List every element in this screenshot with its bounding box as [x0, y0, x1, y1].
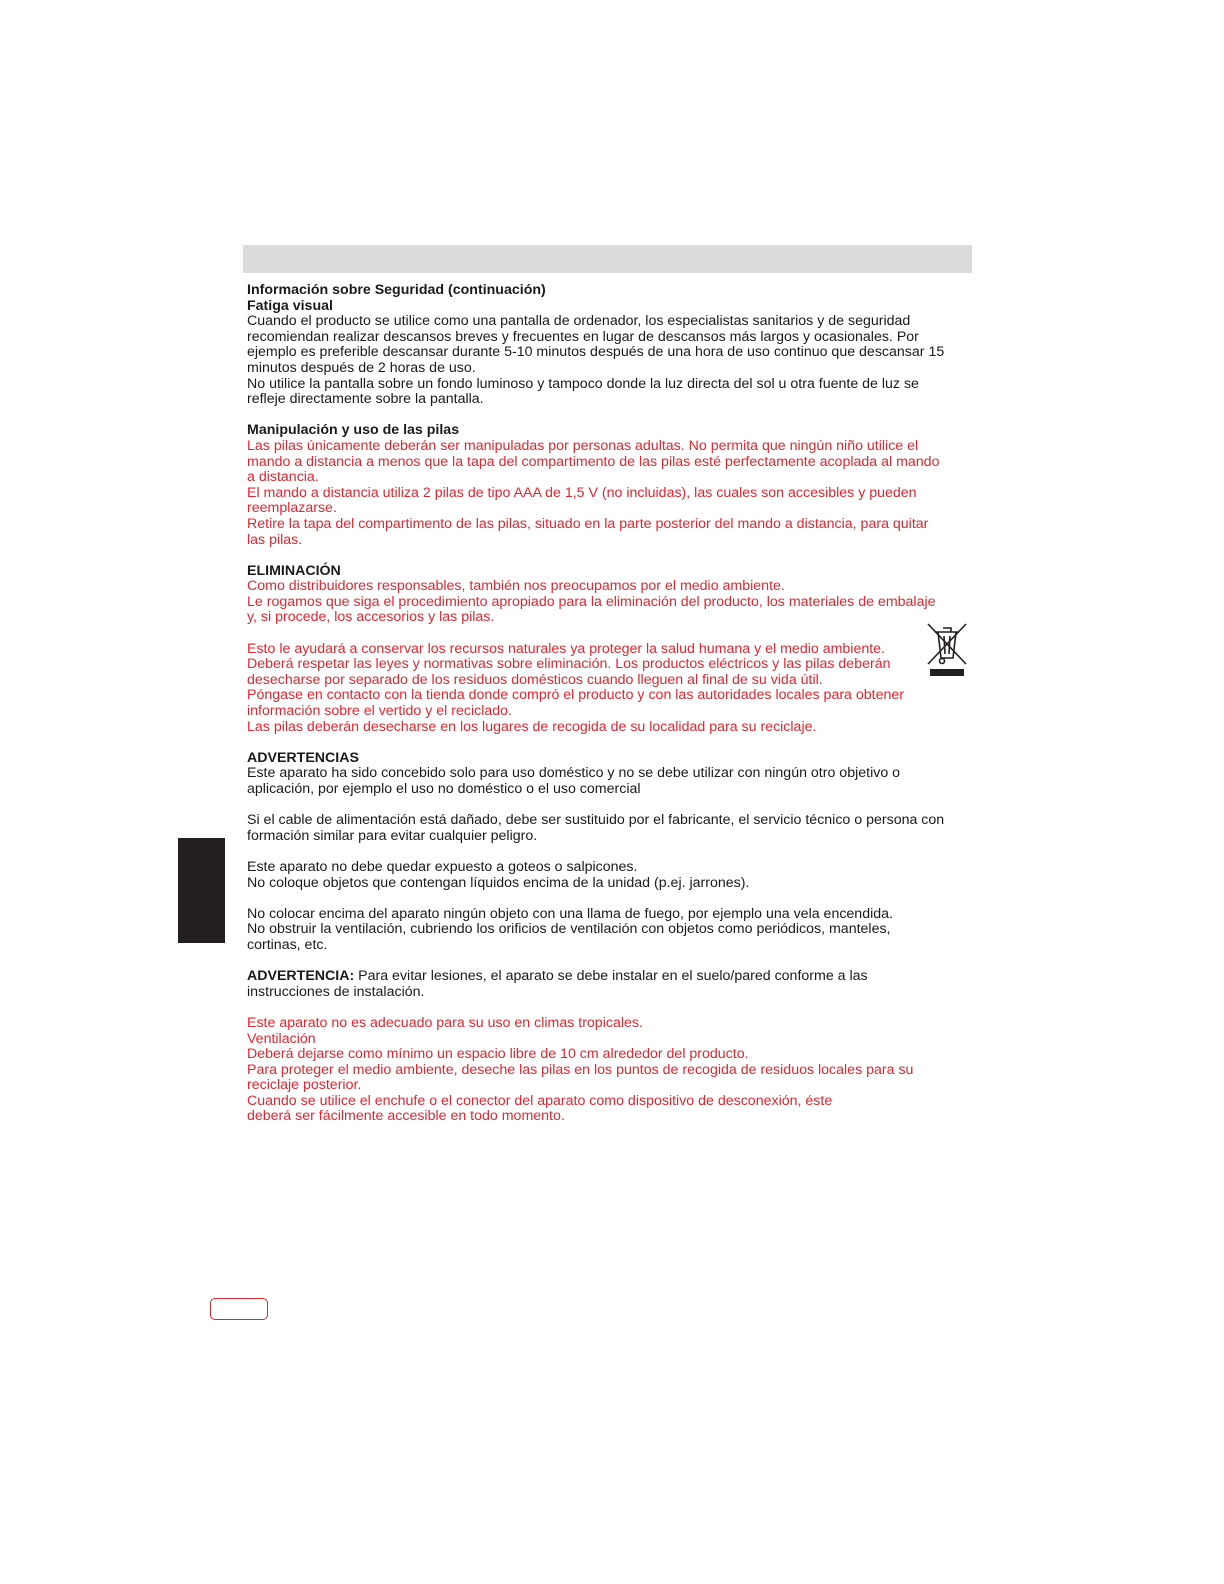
document-body — [247, 283, 967, 1125]
text-line: cortinas, etc. — [247, 936, 328, 953]
text-line: Deberá respetar las leyes y normativas sobre eliminación. Los productos eléctricos y las pilas deberán — [247, 656, 891, 673]
text-line: No coloque objetos que contengan líquidos encima de la unidad (p.ej. jarrones). — [247, 874, 750, 891]
text-line: No colocar encima del aparato ningún objeto con una llama de fuego, por ejemplo una vela encendida. — [247, 905, 893, 922]
text-line: y, si procede, los accesorios y las pilas. — [247, 609, 495, 626]
text-line: Las pilas deberán desecharse en los lugares de recogida de su localidad para su reciclaje. — [247, 718, 817, 735]
text-line: Como distribuidores responsables, también nos preocupamos por el medio ambiente. — [247, 578, 785, 595]
text-line: deberá ser fácilmente accesible en todo momento. — [247, 1108, 565, 1125]
text-line: aplicación, por ejemplo el uso no doméstico o el uso comercial — [247, 781, 641, 797]
text-line: Deberá dejarse como mínimo un espacio libre de 10 cm alrededor del producto. — [247, 1046, 749, 1063]
text-line: Este aparato ha sido concebido solo para uso doméstico y no se debe utilizar con ningún otro objetivo o — [247, 765, 901, 782]
header-band — [243, 245, 972, 273]
text-line: No obstruir la ventilación, cubriendo los orificios de ventilación con objetos como periódicos, manteles, — [247, 921, 891, 938]
text-line: las pilas. — [247, 531, 303, 548]
text-line: mando a distancia a menos que la tapa del compartimento de las pilas esté perfectamente acoplada al mando — [247, 453, 940, 470]
text-line: Este aparato no debe quedar expuesto a goteos o salpicones. — [247, 858, 638, 875]
text-line: instrucciones de instalación. — [247, 983, 425, 1000]
text-line: reemplazarse. — [247, 500, 337, 517]
advertencias-title: ADVERTENCIAS — [247, 749, 359, 766]
text-line: minutos después de 2 horas de uso. — [247, 359, 476, 376]
text-line: ejemplo es preferible descansar durante 5-10 minutos después de una hora de uso continuo que descansar 15 — [247, 344, 945, 361]
text-line: Retire la tapa del compartimento de las pilas, situado en la parte posterior del mando a distancia, para quitar — [247, 515, 929, 532]
text-line: a distancia. — [247, 469, 319, 486]
text-line: No utilice la pantalla sobre un fondo luminoso y tampoco donde la luz directa del sol u otra fuente de luz se — [247, 375, 919, 392]
text-line: información sobre el vertido y el reciclado. — [247, 703, 512, 720]
text-line: Las pilas únicamente deberán ser manipuladas por personas adultas. No permita que ningún niño utilice el — [247, 437, 919, 454]
text-line: Póngase en contacto con la tienda donde compró el producto y con las autoridades locales para obtener — [247, 687, 905, 704]
warning-text: Para evitar lesiones, el aparato se debe instalar en el suelo/pared conforme a las — [354, 968, 868, 985]
side-language-tab — [178, 838, 225, 943]
warning-label: ADVERTENCIA: — [247, 968, 355, 985]
text-line: refleje directamente sobre la pantalla. — [247, 391, 484, 408]
text-line: formación similar para evitar cualquier peligro. — [247, 827, 538, 844]
text-line: reciclaje posterior. — [247, 1077, 362, 1094]
text-line: recomiendan realizar descansos breves y frecuentes en lugar de descansos más largos y ocasionales. Por — [247, 328, 919, 345]
text-line: Esto le ayudará a conservar los recursos naturales ya proteger la salud humana y el medio ambiente. — [247, 640, 885, 657]
main-heading: Información sobre Seguridad (continuación) — [247, 282, 546, 298]
eliminacion-title: ELIMINACIÓN — [247, 562, 341, 579]
warning-line — [247, 969, 967, 985]
fatiga-title: Fatiga visual — [247, 297, 333, 314]
text-line: Si el cable de alimentación está dañado, debe ser sustituido por el fabricante, el servicio técnico o persona con — [247, 812, 945, 829]
text-line: El mando a distancia utiliza 2 pilas de tipo AAA de 1,5 V (no incluidas), las cuales son accesibles y pueden — [247, 484, 917, 501]
page-number-box — [210, 1298, 268, 1320]
text-line: Cuando el producto se utilice como una pantalla de ordenador, los especialistas sanitarios y de seguridad — [247, 313, 911, 330]
text-line: Cuando se utilice el enchufe o el conector del aparato como dispositivo de desconexión, éste — [247, 1092, 833, 1109]
text-line: Ventilación — [247, 1030, 316, 1047]
text-line: Le rogamos que siga el procedimiento apropiado para la eliminación del producto, los materiales de embalaje — [247, 593, 936, 610]
text-line: Para proteger el medio ambiente, deseche las pilas en los puntos de recogida de residuos locales para su — [247, 1061, 914, 1078]
text-line: Este aparato no es adecuado para su uso en climas tropicales. — [247, 1014, 643, 1031]
text-line: desecharse por separado de los residuos domésticos cuando lleguen al final de su vida útil. — [247, 671, 823, 688]
pilas-title: Manipulación y uso de las pilas — [247, 422, 460, 439]
